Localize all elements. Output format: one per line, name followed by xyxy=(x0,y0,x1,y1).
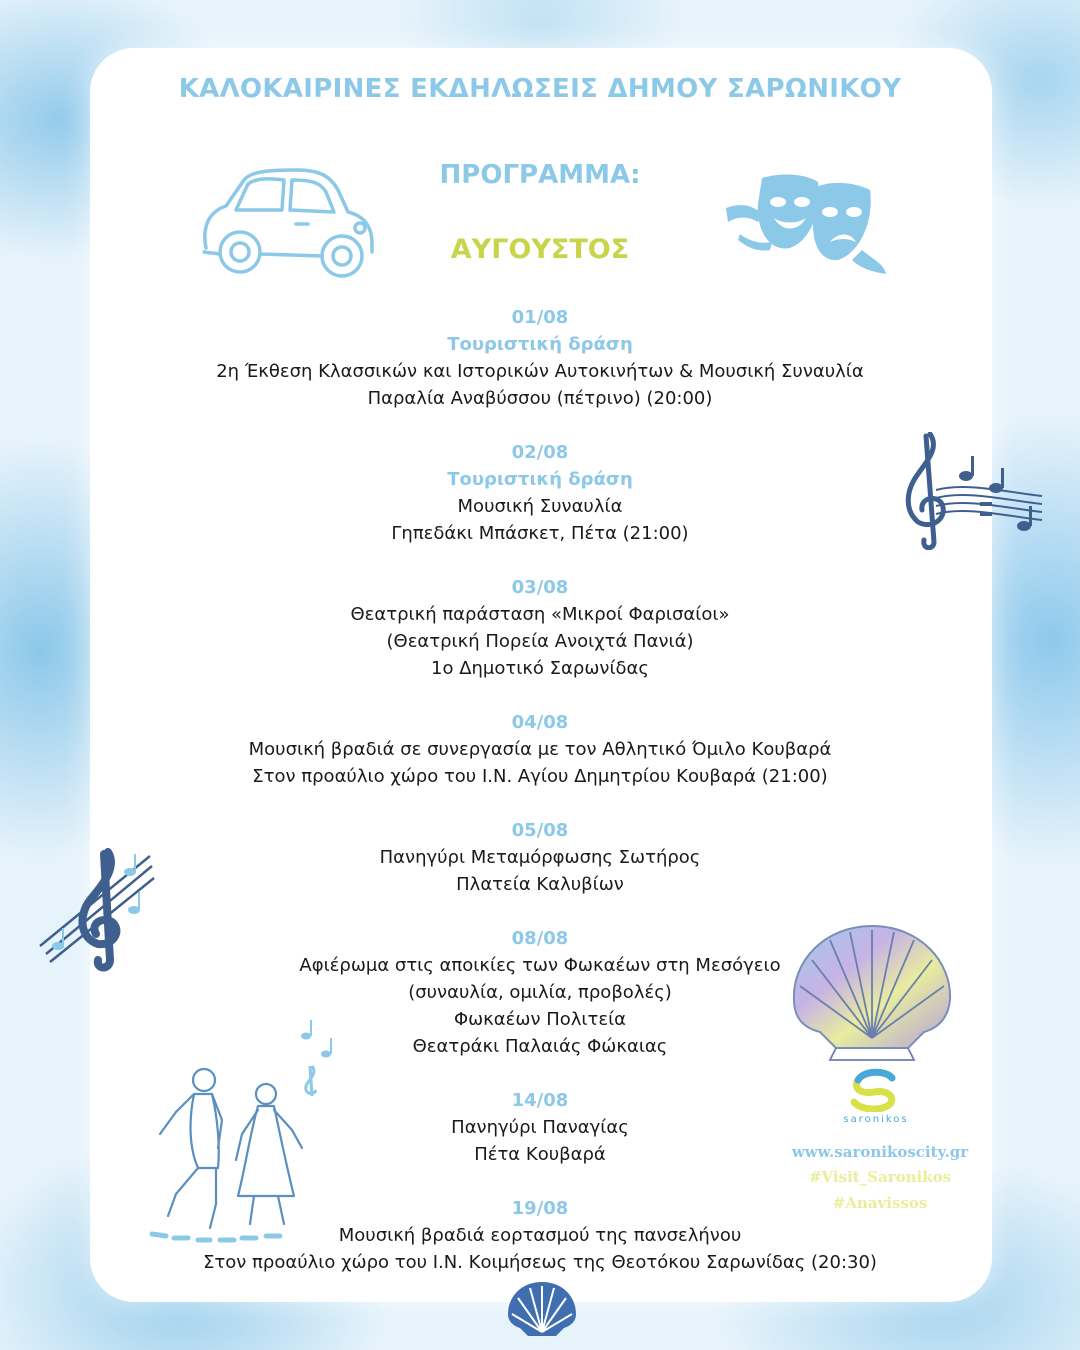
event-item xyxy=(0,304,1080,412)
event-line: Γηπεδάκι Μπάσκετ, Πέτα (21:00) xyxy=(391,523,689,544)
event-line: (Θεατρική Πορεία Ανοιχτά Πανιά) xyxy=(386,631,694,652)
event-line: Πανηγύρι Παναγίας xyxy=(451,1117,629,1138)
event-line: 2η Έκθεση Κλασσικών και Ιστορικών Αυτοκινήτων & Μουσική Συναυλία xyxy=(216,361,864,382)
event-line: Μουσική βραδιά εορτασμού της πανσελήνου xyxy=(338,1225,742,1246)
poster-title: ΚΑΛΟΚΑΙΡΙΝΕΣ ΕΚΔΗΛΩΣΕΙΣ ΔΗΜΟΥ ΣΑΡΩΝΙΚΟΥ xyxy=(178,74,902,104)
month-heading: ΑΥΓΟΥΣΤΟΣ xyxy=(450,234,630,265)
event-line: Μουσική βραδιά σε συνεργασία με τον Αθλητικό Όμιλο Κουβαρά xyxy=(248,739,832,760)
event-date: 19/08 xyxy=(511,1198,569,1219)
event-item xyxy=(0,574,1080,682)
event-line: Στον προαύλιο χώρο του Ι.Ν. Αγίου Δημητρίου Κουβαρά (21:00) xyxy=(252,766,828,787)
program-heading: ΠΡΟΓΡΑΜΜΑ: xyxy=(439,160,641,190)
event-line: Πλατεία Καλυβίων xyxy=(456,874,624,895)
classic-car-icon xyxy=(196,168,376,280)
event-line: Πέτα Κουβαρά xyxy=(474,1144,606,1165)
website-link[interactable]: www.saronikoscity.gr xyxy=(791,1143,969,1161)
event-date: 03/08 xyxy=(511,577,569,598)
event-date: 04/08 xyxy=(511,712,569,733)
event-item xyxy=(0,1195,1080,1276)
event-item xyxy=(0,817,1080,898)
event-item xyxy=(0,925,1080,1060)
hashtag-visit-saronikos: #Visit_Saronikos xyxy=(808,1168,952,1186)
event-line: Θεατρική παράσταση «Μικροί Φαρισαίοι» xyxy=(350,604,730,625)
event-date: 08/08 xyxy=(511,928,569,949)
event-date: 14/08 xyxy=(511,1090,569,1111)
event-item xyxy=(0,709,1080,790)
event-date: 02/08 xyxy=(511,442,569,463)
hashtag-anavissos: #Anavissos xyxy=(832,1194,928,1212)
event-line: (συναυλία, ομιλία, προβολές) xyxy=(408,982,672,1003)
event-line: Στον προαύλιο χώρο του Ι.Ν. Κοιμήσεως της Θεοτόκου Σαρωνίδας (20:30) xyxy=(203,1252,877,1273)
event-line: Φωκαέων Πολιτεία xyxy=(453,1009,627,1030)
event-category: Τουριστική δράση xyxy=(447,334,633,355)
event-line: Αφιέρωμα στις αποικίες των Φωκαέων στη Μεσόγειο xyxy=(299,955,781,976)
event-line: Πανηγύρι Μεταμόρφωσης Σωτήρος xyxy=(379,847,701,868)
saronikos-logo-text: saronikos xyxy=(843,1114,909,1125)
event-item xyxy=(0,1087,1080,1168)
event-line: Παραλία Αναβύσσου (πέτρινο) (20:00) xyxy=(367,388,713,409)
events-list xyxy=(0,304,1080,1303)
event-category: Τουριστική δράση xyxy=(447,469,633,490)
theater-masks-icon xyxy=(722,168,888,284)
event-line: Μουσική Συναυλία xyxy=(457,496,623,517)
event-line: 1ο Δημοτικό Σαρωνίδας xyxy=(431,658,649,679)
event-line: Θεατράκι Παλαιάς Φώκαιας xyxy=(412,1036,668,1057)
event-item xyxy=(0,439,1080,547)
event-date: 05/08 xyxy=(511,820,569,841)
event-date: 01/08 xyxy=(511,307,569,328)
